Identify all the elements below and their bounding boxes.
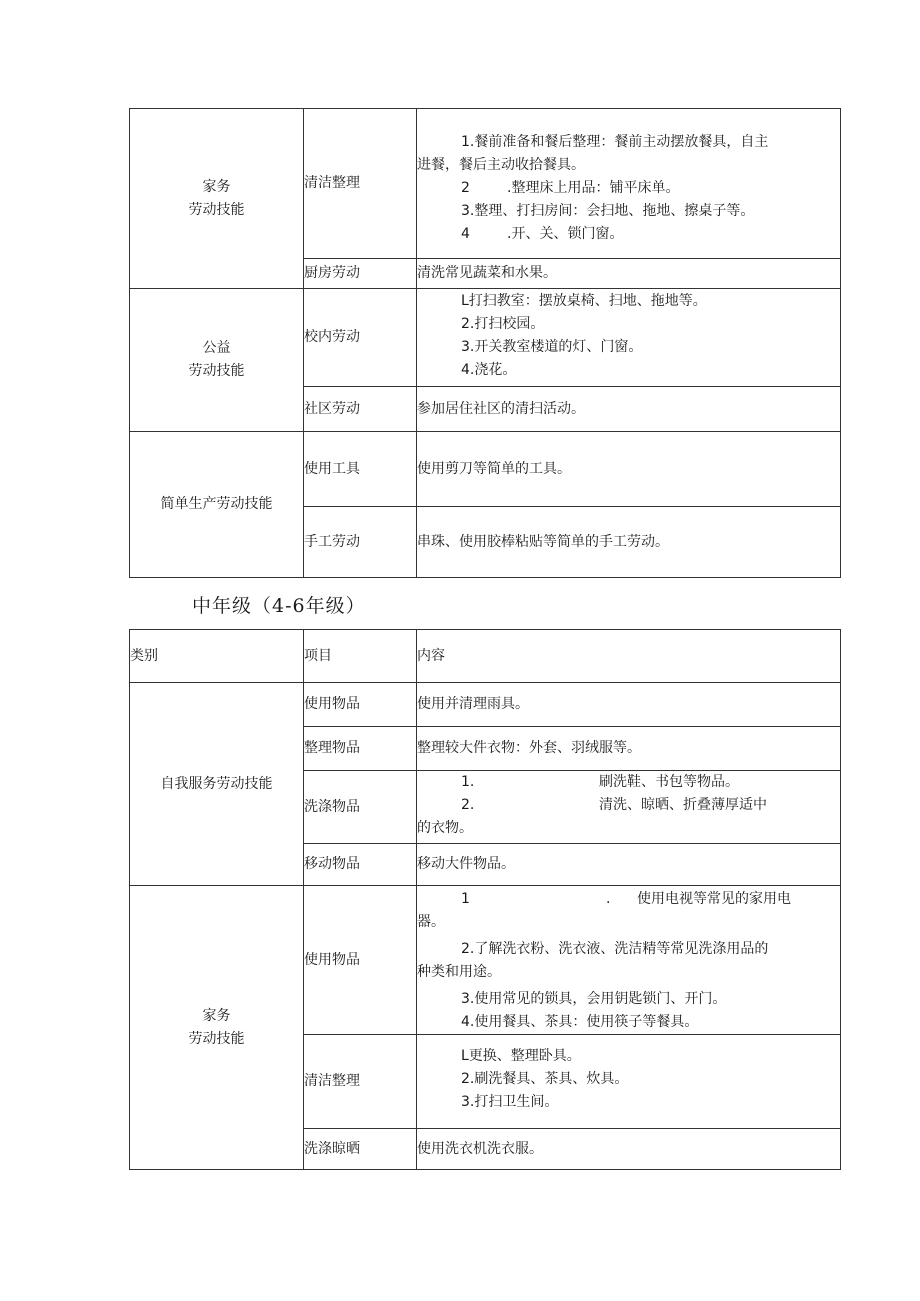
column-header-content: 内容 (417, 630, 841, 683)
column-header-category: 类别 (130, 630, 304, 683)
item-cell: 移动物品 (304, 844, 417, 886)
content-cell: 1. 刷洗鞋、书包等物品。 2. 清洗、晾晒、折叠薄厚适中 的衣物。 (417, 771, 841, 844)
table-row (130, 289, 841, 387)
item-cell: 洗涤晾晒 (304, 1129, 417, 1170)
content-cell: L更换、整理卧具。 2.刷洗餐具、茶具、炊具。 3.打扫卫生间。 (417, 1035, 841, 1129)
item-cell: 整理物品 (304, 727, 417, 771)
item-cell: 厨房劳动 (304, 259, 417, 289)
content-cell: 1 . 使用电视等常见的家用电 器。 2.了解洗衣粉、洗衣液、洗洁精等常见洗涤用品的 种类和用途。 3.使用常见的锁具，会用钥匙锁门、开门。 4.使用餐具、茶具：使用筷子等餐具。 (417, 886, 841, 1035)
table-row (130, 432, 841, 507)
category-line: 公益 (202, 340, 231, 356)
table-header-row (130, 630, 841, 683)
category-cell: 自我服务劳动技能 (130, 683, 304, 886)
content-cell: L打扫教室：摆放桌椅、扫地、拖地等。 2.打扫校园。 3.开关教室楼道的灯、门窗。 4.浇花。 (417, 289, 841, 387)
category-cell (130, 109, 304, 289)
item-cell: 清洁整理 (304, 109, 417, 259)
table-row (130, 886, 841, 1035)
item-cell: 校内劳动 (304, 289, 417, 387)
item-cell: 清洁整理 (304, 1035, 417, 1129)
item-cell: 使用物品 (304, 886, 417, 1035)
content-cell: 串珠、使用胶棒粘贴等简单的手工劳动。 (417, 507, 841, 578)
category-line: 家务 (202, 1007, 231, 1024)
category-cell (130, 289, 304, 432)
table-middle-grade (129, 629, 841, 1170)
category-line: 劳动技能 (188, 1030, 245, 1047)
table-row (130, 109, 841, 259)
table-lower-grade (129, 108, 841, 578)
content-cell: 整理较大件衣物：外套、羽绒服等。 (417, 727, 841, 771)
item-cell: 使用物品 (304, 683, 417, 727)
content-cell: 使用剪刀等简单的工具。 (417, 432, 841, 507)
section-title: 中年级（4-6年级） (192, 595, 366, 617)
category-cell (130, 886, 304, 1170)
category-line: 劳动技能 (188, 363, 245, 379)
category-line: 劳动技能 (188, 201, 245, 218)
table-row (130, 683, 841, 727)
item-cell: 使用工具 (304, 432, 417, 507)
content-cell: 清洗常见蔬菜和水果。 (417, 259, 841, 289)
content-cell: 移动大件物品。 (417, 844, 841, 886)
content-cell: 使用并清理雨具。 (417, 683, 841, 727)
content-cell: 1.餐前准备和餐后整理：餐前主动摆放餐具，自主 进餐，餐后主动收拾餐具。 2 .整理床上用品：铺平床单。 3.整理、打扫房间：会扫地、拖地、擦桌子等。 4 .开、关、锁门窗。 (417, 109, 841, 259)
category-line: 家务 (202, 178, 231, 195)
item-cell: 洗涤物品 (304, 771, 417, 844)
item-cell: 手工劳动 (304, 507, 417, 578)
content-cell: 使用洗衣机洗衣服。 (417, 1129, 841, 1170)
column-header-item: 项目 (304, 630, 417, 683)
category-cell: 简单生产劳动技能 (130, 432, 304, 578)
item-cell: 社区劳动 (304, 387, 417, 432)
content-cell: 参加居住社区的清扫活动。 (417, 387, 841, 432)
